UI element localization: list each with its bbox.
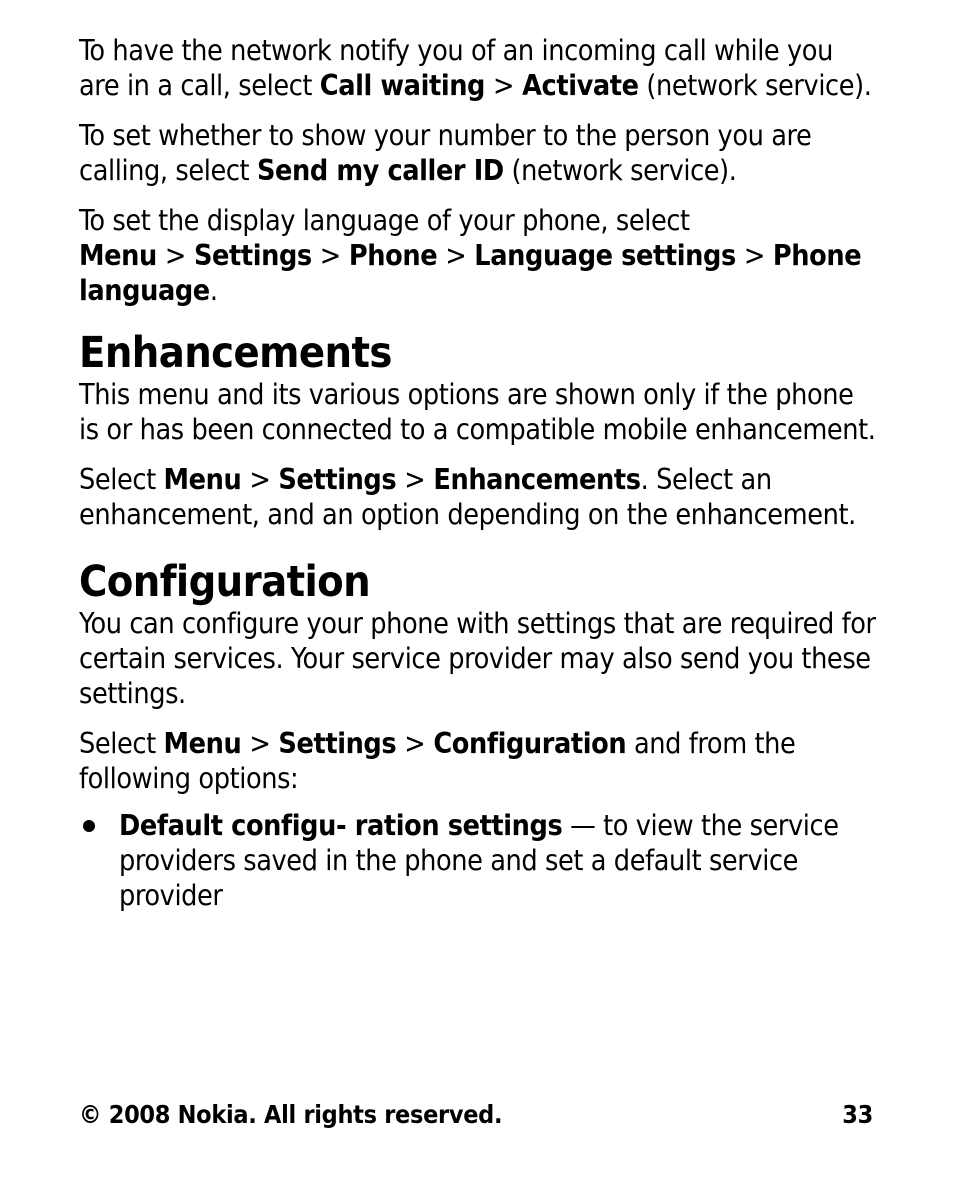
text: Select: [79, 727, 164, 760]
menu-item-activate: Activate: [522, 69, 639, 102]
list-item: [79, 808, 879, 913]
menu-path-item: Menu: [163, 463, 242, 496]
enhancements-intro: This menu and its various options are shown only if the phone is or has been connected to a compatible mobile enhancement.: [79, 378, 876, 446]
path-separator: >: [493, 69, 515, 102]
menu-item-call-waiting: Call waiting: [319, 69, 486, 102]
page-content: [79, 33, 879, 913]
text: and from the following options:: [79, 727, 796, 795]
page-number: 33: [842, 1100, 873, 1129]
text: (network service).: [638, 69, 872, 102]
menu-path-item: Settings: [278, 463, 397, 496]
language-paragraph: [79, 203, 879, 308]
configuration-intro: You can configure your phone with settings that are required for certain services. Your service provider may also send you these settings.: [79, 607, 876, 710]
bullet-icon: [83, 820, 95, 832]
text: (network service).: [503, 154, 737, 187]
copyright-notice: © 2008 Nokia. All rights reserved.: [79, 1100, 503, 1129]
menu-path-item: Settings: [193, 239, 312, 272]
path-separator: >: [445, 239, 467, 272]
text: To have the network notify you of an incoming call while you are in a call, select: [79, 34, 833, 102]
configuration-path-paragraph: [79, 726, 879, 796]
text: .: [209, 274, 218, 307]
menu-item-send-caller-id: Send my caller ID: [256, 154, 504, 187]
menu-path-item: Enhancements: [433, 463, 641, 496]
text: Select: [79, 463, 164, 496]
path-separator: >: [404, 727, 426, 760]
text: . Select an enhancement, and an option depending on the enhancement.: [79, 463, 856, 531]
menu-path-item: Language settings: [474, 239, 736, 272]
path-separator: >: [249, 727, 271, 760]
path-separator: >: [164, 239, 186, 272]
call-waiting-paragraph: [79, 33, 879, 103]
caller-id-paragraph: [79, 118, 879, 188]
path-separator: >: [404, 463, 426, 496]
menu-path-item: Phone language: [79, 239, 862, 307]
enhancements-path-paragraph: [79, 462, 879, 532]
path-separator: >: [743, 239, 765, 272]
option-term: Default configu- ration settings: [119, 809, 563, 842]
text: To set the display language of your phone, select: [79, 204, 690, 237]
menu-path-item: Menu: [79, 239, 157, 272]
text: To set whether to show your number to the person you are calling, select: [79, 119, 812, 187]
configuration-heading: Configuration: [79, 557, 371, 607]
path-separator: >: [249, 463, 271, 496]
menu-path-item: Phone: [348, 239, 438, 272]
menu-path-item: Menu: [163, 727, 242, 760]
menu-path-item: Settings: [278, 727, 397, 760]
enhancements-heading: Enhancements: [79, 328, 392, 378]
option-description: — to view the service providers saved in the phone and set a default service provider: [119, 809, 839, 912]
path-separator: >: [319, 239, 341, 272]
configuration-options-list: [79, 808, 879, 913]
menu-path-item: Configuration: [433, 727, 627, 760]
